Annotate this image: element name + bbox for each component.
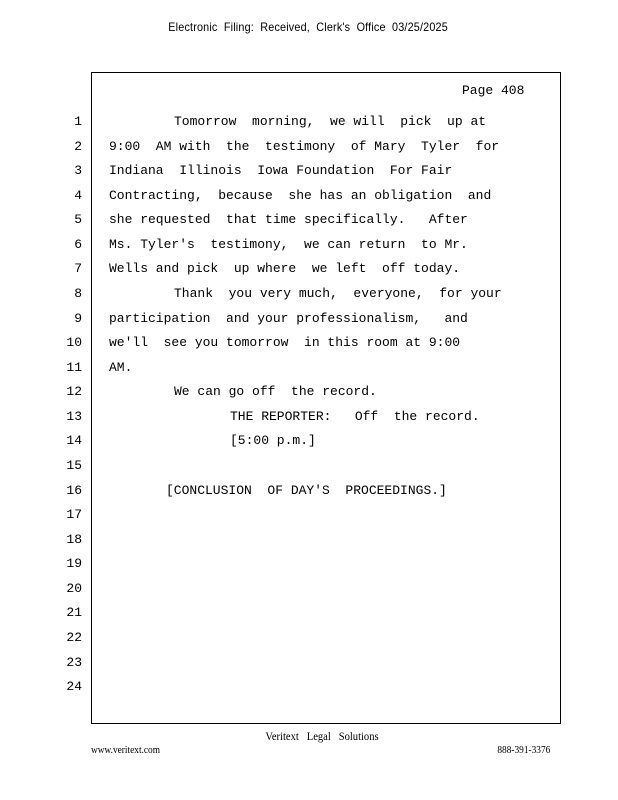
transcript-line: We can go off the record. <box>174 384 377 399</box>
transcript-line: participation and your professionalism, and <box>109 311 468 326</box>
transcript-line: she requested that time specifically. After <box>109 212 468 227</box>
line-number: 22 <box>66 630 82 645</box>
line-number: 18 <box>66 532 82 547</box>
line-number: 6 <box>74 237 82 252</box>
line-number: 5 <box>74 212 82 227</box>
line-number: 13 <box>66 409 82 424</box>
transcript-line: Wells and pick up where we left off today. <box>109 261 461 276</box>
footer-company: Veritext Legal Solutions <box>265 729 379 743</box>
transcript-line: Contracting, because she has an obligation and <box>109 188 492 203</box>
transcript-line: we'll see you tomorrow in this room at 9:00 <box>109 335 461 350</box>
line-number: 14 <box>66 433 82 448</box>
line-number: 3 <box>74 163 82 178</box>
transcript-line: Thank you very much, everyone, for your <box>174 286 502 301</box>
line-number: 15 <box>66 458 82 473</box>
filing-stamp: Electronic Filing: Received, Clerk's Office 03/25/2025 <box>168 20 448 34</box>
transcript-line: Indiana Illinois Iowa Foundation For Fair <box>109 163 453 178</box>
line-number: 21 <box>66 605 82 620</box>
line-number: 9 <box>74 311 82 326</box>
line-number: 17 <box>66 507 82 522</box>
line-number: 23 <box>66 655 82 670</box>
transcript-line: Tomorrow morning, we will pick up at <box>174 114 487 129</box>
line-number: 4 <box>74 188 82 203</box>
line-number: 11 <box>66 360 82 375</box>
footer-phone: 888-391-3376 <box>497 744 550 756</box>
transcript-line: Ms. Tyler's testimony, we can return to Mr. <box>109 237 468 252</box>
line-number: 16 <box>66 483 82 498</box>
line-number: 8 <box>74 286 82 301</box>
line-number: 2 <box>74 139 82 154</box>
transcript-line: AM. <box>109 360 133 375</box>
line-number: 24 <box>66 679 82 694</box>
transcript-line: 9:00 AM with the testimony of Mary Tyler for <box>109 139 500 154</box>
transcript-line: THE REPORTER: Off the record. <box>230 409 480 424</box>
line-number: 12 <box>66 384 82 399</box>
transcript-line: [5:00 p.m.] <box>230 433 316 448</box>
line-number: 1 <box>74 114 82 129</box>
line-number: 20 <box>66 581 82 596</box>
transcript-line: [CONCLUSION OF DAY'S PROCEEDINGS.] <box>166 483 447 498</box>
page-number: Page 408 <box>462 83 525 98</box>
line-number: 10 <box>66 335 82 350</box>
footer-website: www.veritext.com <box>91 744 160 756</box>
line-number: 7 <box>74 261 82 276</box>
line-number: 19 <box>66 556 82 571</box>
